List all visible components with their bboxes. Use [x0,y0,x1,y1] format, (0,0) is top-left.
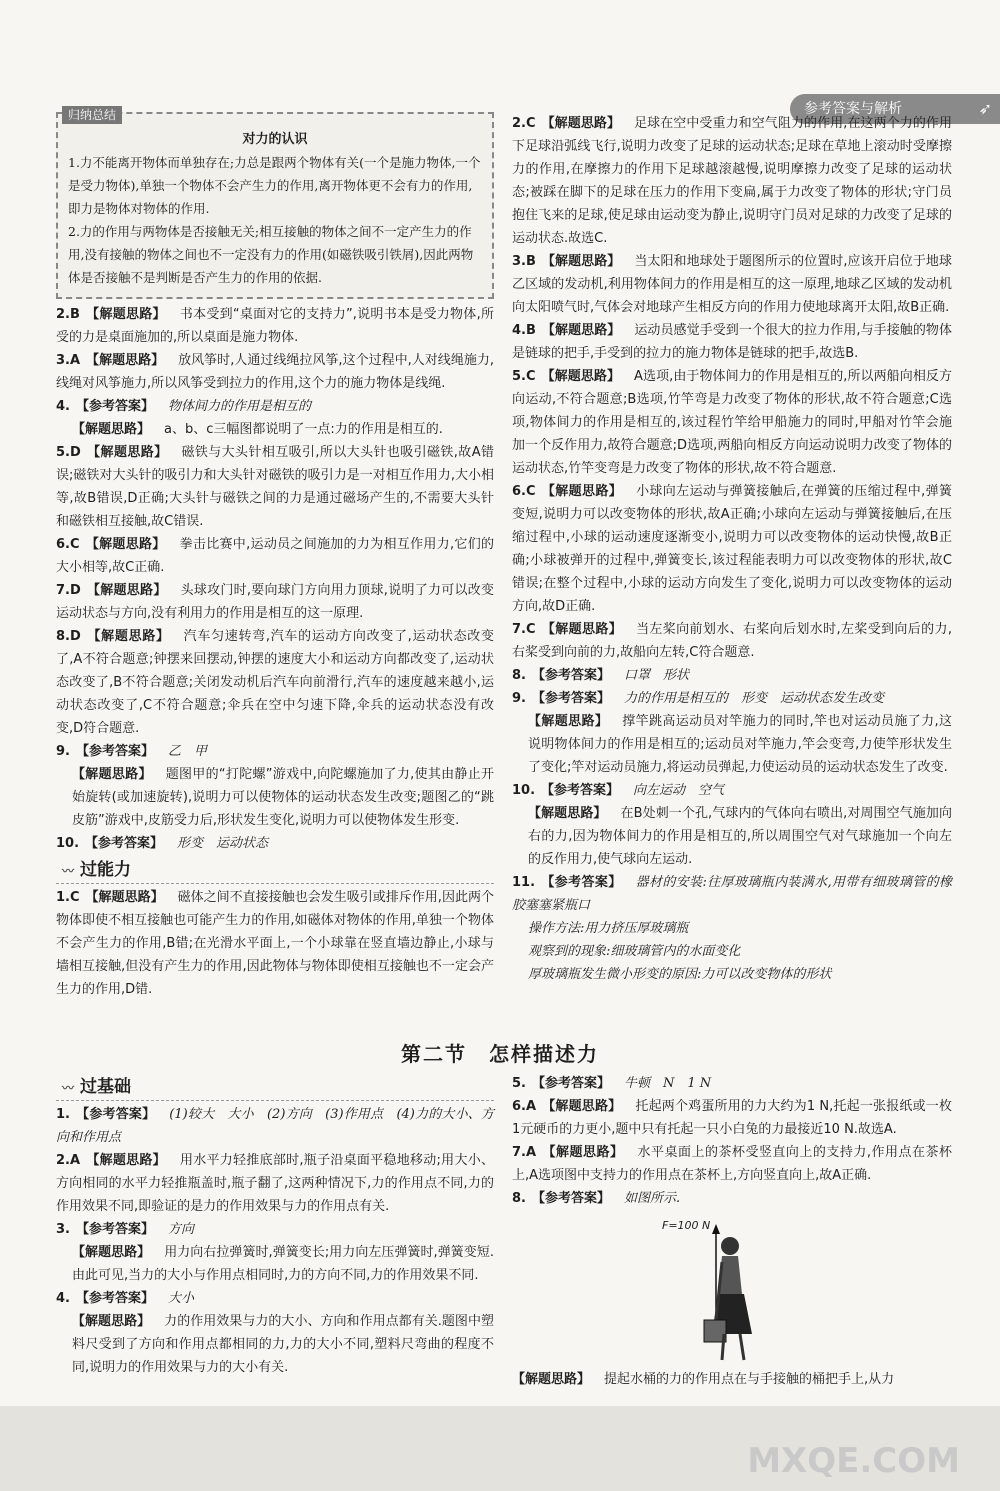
question-number: 4. [56,1291,70,1306]
rocket-icon: ➶ [978,99,992,118]
answer-item [56,533,494,579]
answer-sub-item [72,418,494,441]
item-answer: 乙 甲 [168,744,208,759]
item-text: 拳击比赛中,运动员之间施加的力为相互作用力,它们的大小相等,故C正确. [56,537,494,575]
answer-item [512,112,952,250]
item-answer: (1)较大 大小 (2)方向 (3)作用点 (4)力的大小、方向和作用点 [56,1107,494,1145]
answer-item [56,441,494,533]
item-answer: 如图所示. [624,1191,681,1206]
item-text: 题图甲的“打陀螺”游戏中,向陀螺施加了力,使其由静止开始旋转(或加速旋转),说明力可以使物体的运动状态发生改变;题图乙的“跳皮筋”游戏中,皮筋受力后,形状发生变化,说明力可以使物体发生形变. [72,767,494,828]
summary-point: 1.力不能离开物体而单独存在;力总是跟两个物体有关(一个是施力物体,一个是受力物体),单独一个物体不会产生力的作用,离开物体更不会有力的作用,即力是物体对物体的作用. [68,155,481,216]
item-label: 【参考答案】 [531,668,610,683]
question-number: 6.A [512,1099,537,1114]
answer-item [512,871,952,917]
question-number: 7.A [512,1145,537,1160]
section2-right-column [512,1072,952,1391]
answer-item [56,886,494,1001]
item-label: 【解题思路】 [72,1245,151,1260]
item-text: 磁体之间不直接接触也会发生吸引或排斥作用,因此两个物体即使不相互接触也可能产生力的作用,如磁体对物体的作用,单独一个物体不会产生力的作用,B错;在光滑水平面上,一个小球靠在竖直墙边静止,小球与墙相互接触,但没有产生力的作用,因此物体与物体即使相互接触也不一定会产生力的作用,D错. [56,890,494,997]
figure-force-label: F=100 N [662,1219,711,1232]
answer-item [56,1218,494,1241]
item-text: 水平桌面上的茶杯受竖直向上的支持力,作用点在茶杯上,A选项图中支持力的作用点在茶杯上,方向竖直向上,故A正确. [512,1145,952,1183]
answer-item [512,1095,952,1141]
answer-item [56,1287,494,1310]
item-label: 【解题思路】 [542,1145,624,1160]
item-label: 【参考答案】 [85,836,164,851]
item-label: 【解题思路】 [85,890,164,905]
section2-left-column [56,1072,494,1379]
question-number: 5. [512,1076,526,1091]
item-text: 汽车匀速转弯,汽车的运动方向改变了,运动状态改变了,A不符合题意;钟摆来回摆动,钟摆的速度大小和运动方向都改变了,运动状态改变了,B不符合题意;关闭发动机后汽车向前滑行,汽车的速度越来越小,运动状态改变了,C不符合题意;伞兵在空中匀速下降,伞兵的运动状态没有改变,D符合题意. [56,629,494,736]
question-number: 4.B [512,323,536,338]
item-answer: 大小 [168,1291,195,1306]
item-label: 【参考答案】 [75,1222,154,1237]
item-text: 小球向左运动与弹簧接触后,在弹簧的压缩过程中,弹簧变短,说明力可以改变物体的形状,故A正确;小球向左运动与弹簧接触后,在压缩过程中,小球的运动速度逐渐变小,说明力可以改变物体的运动快慢,故B正确;小球被弹开的过程中,弹簧变长,该过程能表明力可以改变物体的形状,故C错误;在整个过程中,小球的运动方向发生了变化,说明力可以改变物体的运动方向,故D正确. [512,484,952,614]
answer-item [512,365,952,480]
question-number: 8. [512,1191,526,1206]
answer-sub-item [72,1310,494,1379]
item-text: 当左桨向前划水、右桨向后划水时,左桨受到向后的力,右桨受到向前的力,故船向左转,C符合题意. [512,622,952,660]
answer-sub-item [72,763,494,832]
item-text: 当太阳和地球处于题图所示的位置时,应该开启位于地球乙区域的发动机,利用物体间力的作用是相互的这一原理,地球乙区域的发动机向太阳喷气时,气体会对地球产生相反方向的作用力使地球离开太阳,故B正确. [512,254,952,315]
item-answer: 牛顿 N 1 N [624,1076,712,1091]
section2-right-list [512,1072,952,1210]
item-answer: 力的作用是相互的 形变 运动状态发生改变 [624,691,885,706]
item-label: 【解题思路】 [72,767,152,782]
item-answer: 口罩 形状 [624,668,690,683]
header-tag-text: 参考答案与解析 [804,101,902,117]
item-label: 【解题思路】 [541,369,621,384]
question-number: 6.C [512,484,536,499]
item-answer: 器材的安装:往厚玻璃瓶内装满水,用带有细玻璃管的橡胶塞塞紧瓶口 [512,875,952,913]
woman-bucket-illustration [672,1224,772,1364]
item-text: 力的作用效果与力的大小、方向和作用点都有关.题图中塑料尺受到了方向和作用点都相同的力,力的大小不同,塑料尺弯曲的程度不同,说明力的作用效果与力的大小有关. [72,1314,494,1375]
wave-icon: 〰 [62,864,75,878]
left-column [56,108,494,1001]
question-number: 1. [56,1107,70,1122]
answer-item [56,740,494,763]
guo-neng-li-list [56,886,494,1001]
question-number: 1.C [56,890,80,905]
question-number: 4. [56,399,70,414]
item-label: 【解题思路】 [85,537,166,552]
item-label: 【解题思路】 [72,1314,151,1329]
question-number: 5.D [56,445,81,460]
question-number: 3.A [56,353,81,368]
item-label: 【解题思路】 [528,714,609,729]
right-column [512,112,952,986]
item-label: 【解题思路】 [542,1099,622,1114]
item-label: 【解题思路】 [512,1372,591,1387]
answer-item [56,349,494,395]
answer-item [512,250,952,319]
answer-item [512,1072,952,1095]
item-label: 【参考答案】 [541,875,622,890]
item-text: 提起水桶的力的作用点在与手接触的桶把手上,从力 [604,1372,895,1387]
section2-left-list [56,1103,494,1379]
summary-title: 对力的认识 [242,132,308,147]
subsection-guo-neng-li [56,859,494,884]
answer-item [56,395,494,418]
item-answer: 方向 [168,1222,195,1237]
item-label: 【参考答案】 [75,399,154,414]
question-number: 9. [512,691,526,706]
answer-extra-line: 厚玻璃瓶发生微小形变的原因:力可以改变物体的形状 [528,967,832,982]
answer-extra-line: 观察到的现象:细玻璃管内的水面变化 [528,944,741,959]
item-label: 【解题思路】 [86,629,170,644]
footer-band [0,1406,1000,1491]
question-number: 9. [56,744,70,759]
item-label: 【参考答案】 [541,783,620,798]
item-label: 【解题思路】 [86,353,165,368]
item-text: 在B处刺一个孔,气球内的气体向右喷出,对周围空气施加向右的力,因为物体间力的作用是相互的,所以周围空气对气球施加一个向左的反作用力,使气球向左运动. [528,806,952,867]
answer-item [512,779,952,802]
subsection-title: 过能力 [80,860,132,880]
item-label: 【解题思路】 [541,484,623,499]
item-text: 用水平力轻推底部时,瓶子沿桌面平稳地移动;用大小、方向相同的水平力轻推瓶盖时,瓶子翻了,这两种情况下,力的作用点不同,力的作用效果不同,即验证的是力的作用效果与力的作用点有关. [56,1153,494,1214]
item-text: 托起两个鸡蛋所用的力大约为1 N,托起一张报纸或一枚1元硬币的力更小,题中只有托起一只小白兔的力最接近10 N.故选A. [512,1099,952,1137]
answer-item [512,1368,952,1391]
summary-tag: 归纳总结 [62,106,122,124]
figure-woman-lifting-bucket [662,1214,782,1364]
answer-item [56,1149,494,1218]
question-number: 7.C [512,622,536,637]
right-answer-list [512,112,952,986]
answer-sub-item [72,1241,494,1287]
question-number: 3. [56,1222,70,1237]
item-label: 【参考答案】 [531,1191,610,1206]
item-label: 【参考答案】 [531,691,610,706]
item-text: 头球攻门时,要向球门方向用力顶球,说明了力可以改变运动状态与方向,没有利用力的作用是相互的这一原理. [56,583,494,621]
question-number: 10. [56,836,80,851]
answer-extra-line: 操作方法:用力挤压厚玻璃瓶 [528,921,689,936]
answer-item [512,1187,952,1210]
item-text: 磁铁与大头针相互吸引,所以大头针也吸引磁铁,故A错误;磁铁对大头针的吸引力和大头针对磁铁的吸引力是一对相互作用力,大小相等,故B错误,D正确;大头针与磁铁之间的力是通过磁场产生的,不需要大头针和磁铁相互接触,故C错误. [56,445,494,529]
summary-box [56,108,494,299]
item-text: a、b、c三幅图都说明了一点:力的作用是相互的. [164,422,443,437]
question-number: 5.C [512,369,536,384]
section-title: 第二节 怎样描述力 [401,1042,599,1066]
summary-point: 2.力的作用与两物体是否接触无关;相互接触的物体之间不一定产生力的作用,没有接触的物体之间也不一定没有力的作用(如磁铁吸引铁屑),因此两物体是否接触不是判断是否产生力的作用的依据. [68,224,474,285]
question-number: 7.D [56,583,81,598]
answer-sub-item [528,710,952,779]
answer-item [56,625,494,740]
item-label: 【解题思路】 [541,254,621,269]
answer-item [512,687,952,710]
item-text: 足球在空中受重力和空气阻力的作用,在这两个力的作用下足球沿弧线飞行,说明力改变了足球的运动状态;足球在草地上滚动时受摩擦力的作用,在摩擦力的作用下足球越滚越慢,说明摩擦力改变了足球的运动状态;被踩在脚下的足球在压力的作用下变扁,属于力改变了物体的形状;守门员抱住飞来的足球,使足球由运动变为静止,说明守门员对足球的力改变了足球的运动状态.故选C. [512,116,952,246]
item-label: 【参考答案】 [75,1107,156,1122]
item-label: 【解题思路】 [528,806,607,821]
question-number: 2.A [56,1153,81,1168]
subsection-title: 过基础 [80,1077,132,1097]
item-label: 【解题思路】 [86,445,168,460]
question-number: 2.C [512,116,536,131]
item-text: 运动员感觉手受到一个很大的拉力作用,与手接触的物体是链球的把手,手受到的拉力的施力物体是链球的把手,故选B. [512,323,952,361]
item-label: 【解题思路】 [86,583,167,598]
answer-item [512,1141,952,1187]
item-text: 书本受到“桌面对它的支持力”,说明书本是受力物体,所受的力是桌面施加的,所以桌面是施力物体. [56,307,494,345]
item-label: 【参考答案】 [531,1076,610,1091]
item-label: 【解题思路】 [85,307,166,322]
question-number: 8. [512,668,526,683]
item-text: 放风筝时,人通过线绳拉风筝,这个过程中,人对线绳施力,线绳对风筝施力,所以风筝受到拉力的作用,这个力的施力物体是线绳. [56,353,494,391]
item-label: 【参考答案】 [75,744,154,759]
question-number: 11. [512,875,536,890]
item-label: 【参考答案】 [75,1291,154,1306]
wave-icon: 〰 [62,1081,75,1095]
item-answer: 物体间力的作用是相互的 [168,399,312,414]
item-answer: 形变 运动状态 [177,836,269,851]
answer-item [56,832,494,855]
question-number: 8.D [56,629,81,644]
question-number: 6.C [56,537,80,552]
question-number: 3.B [512,254,536,269]
answer-item [56,303,494,349]
answer-item [512,319,952,365]
answer-item [512,618,952,664]
answer-item [512,480,952,618]
item-label: 【解题思路】 [86,1153,166,1168]
item-text: A选项,由于物体间力的作用是相互的,所以两船向相反方向运动,不符合题意;B选项,竹竿弯是力改变了物体的形状,故不符合题意;C选项,物体间力的作用是相互的,该过程竹竿给甲船施力的同时,甲船对竹竿会施加一个反作用力,故符合题意;D选项,两船向相反方向运动说明力改变了物体的运动状态,竹竿变弯是力改变了物体的形状,故不符合题意. [512,369,952,476]
item-label: 【解题思路】 [541,622,623,637]
answer-sub-item [528,802,952,871]
watermark: MXQE.COM [747,1441,960,1481]
answer-item [512,664,952,687]
item-label: 【解题思路】 [541,323,621,338]
item-label: 【解题思路】 [72,422,151,437]
item-answer: 向左运动 空气 [633,783,725,798]
answer-item [56,1103,494,1149]
item-text: 用力向右拉弹簧时,弹簧变长;用力向左压弹簧时,弹簧变短.由此可见,当力的大小与作用点相同时,力的方向不同,力的作用效果不同. [72,1245,494,1283]
answer-item [56,579,494,625]
left-answer-list [56,303,494,855]
question-number: 2.B [56,307,80,322]
item-text: 撑竿跳高运动员对竿施力的同时,竿也对运动员施了力,这说明物体间力的作用是相互的;运动员对竿施力,竿会变弯,力使竿形状发生了变化;竿对运动员施力,将运动员弹起,力使运动员的运动状态发生了改变. [528,714,952,775]
item-label: 【解题思路】 [541,116,621,131]
question-number: 10. [512,783,536,798]
subsection-guo-ji-chu [56,1076,494,1101]
